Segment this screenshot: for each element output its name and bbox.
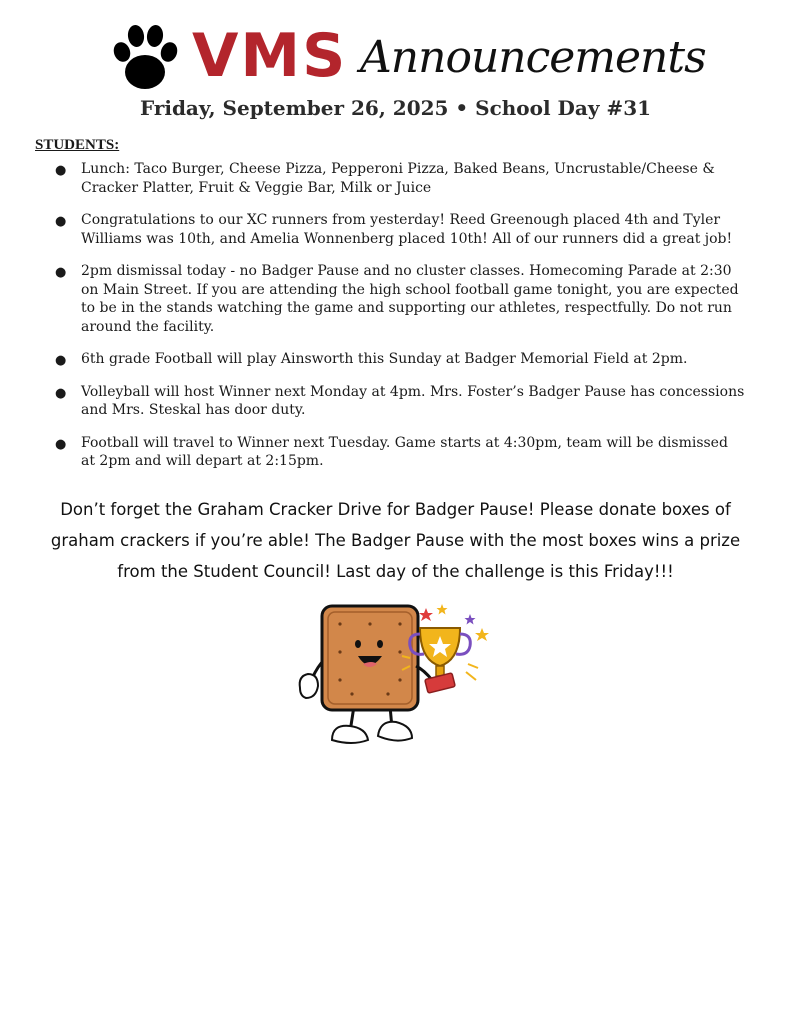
list-item: ● 2pm dismissal today - no Badger Pause and no cluster classes. Homecoming Parade at 2:30 on Main Street. If you are attending the high school football game tonight, you are expected to be in the stands watching the game and supporting our athletes, respectfully. Do not run around the facility. [55,263,739,335]
graham-cracker-drive-notice: Don’t forget the Graham Cracker Drive for Badger Pause! Please donate boxes of graham crackers if you’re able! The Badger Pause with the most boxes wins a prize from the Student Council! Last day of the challenge is this Friday!!! [50,500,741,581]
bullet-icon: ● [55,353,67,368]
bullet-icon: ● [55,265,67,280]
announcement-list [55,160,745,485]
bullet-icon: ● [55,163,67,178]
list-item: ● Football will travel to Winner next Tuesday. Game starts at 4:30pm, team will be dismissed at 2pm and will depart at 2:15pm. [55,434,728,469]
vms-logo [192,20,347,92]
announcements-title: Announcements [360,32,706,83]
dateline: Friday, September 26, 2025 • School Day #31 [139,96,652,120]
bullet-icon: ● [55,436,67,452]
bullet-icon: ● [55,214,67,229]
list-item: ● Congratulations to our XC runners from yesterday! Reed Greenough placed 4th and Tyler Williams was 10th, and Amelia Wonnenberg placed 10th! All of our runners did a great job! [55,212,733,247]
paw-print-icon [108,22,182,96]
header [0,14,791,94]
vms-logo-text: VMS [192,21,348,91]
list-item: ● Volleyball will host Winner next Monday at 4pm. Mrs. Foster’s Badger Pause has concessions and Mrs. Steskal has door duty. [55,383,745,418]
list-item: ● 6th grade Football will play Ainsworth this Sunday at Badger Memorial Field at 2pm. [55,350,745,369]
list-item: ● Lunch: Taco Burger, Cheese Pizza, Pepperoni Pizza, Baked Beans, Uncrustable/Cheese & Cracker Platter, Fruit & Veggie Bar, Milk or Juice [55,161,715,196]
section-label-students: STUDENTS: [35,137,120,153]
graham-cracker-trophy-illustration [292,600,496,754]
bullet-icon: ● [55,385,67,401]
